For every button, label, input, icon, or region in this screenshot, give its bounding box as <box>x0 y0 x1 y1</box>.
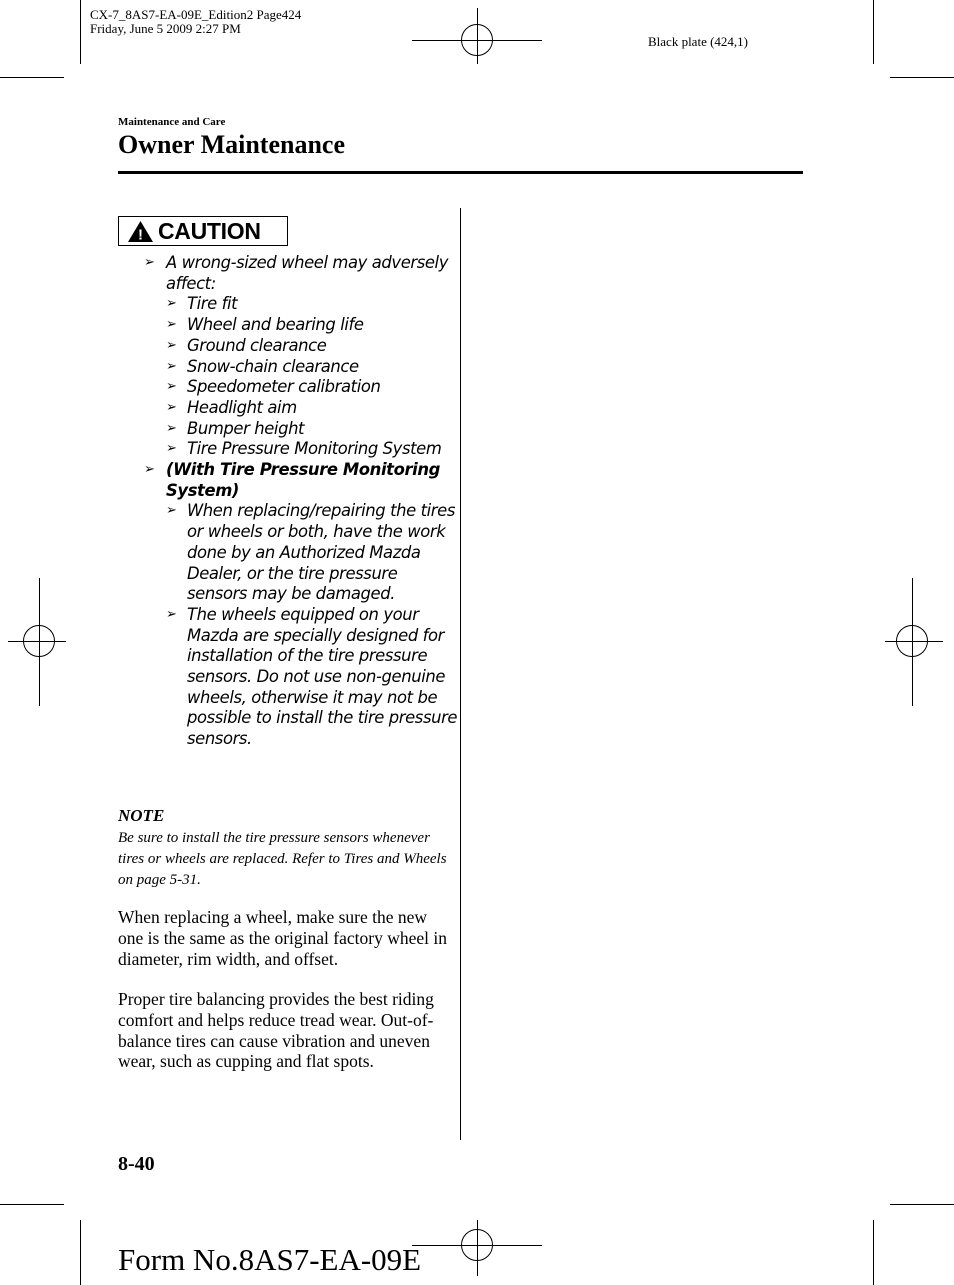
body-paragraph: Proper tire balancing provides the best riding comfort and helps reduce tread wear. Out-of-balance tires can cause vibration and uneven wear, such as cupping and flat spots. <box>118 989 434 1072</box>
arrow-bullet-icon: ➢ <box>166 358 177 374</box>
plate-label: Black plate (424,1) <box>648 34 748 49</box>
note-heading: NOTE <box>118 806 165 825</box>
caution-subitem-text: Speedometer calibration <box>187 377 381 397</box>
note-body: Be sure to install the tire pressure sensors whenever tires or wheels are replaced. Refer to Tires and Wheels on page 5-31. <box>118 830 447 888</box>
slug-line-1: CX-7_8AS7-EA-09E_Edition2 Page424 <box>90 7 302 22</box>
caution-item-text: A wrong-sized wheel may adversely affect: <box>166 253 448 293</box>
section-label: Maintenance and Care <box>118 116 226 128</box>
caution-subitem <box>118 377 458 398</box>
caution-subitem-text: When replacing/repairing the tires or wheels or both, have the work done by an Authorized Mazda Dealer, or the tire pressure sensors may be damaged. <box>187 501 455 604</box>
caution-item-text: (With Tire Pressure Monitoring System) <box>166 460 440 500</box>
caution-item <box>118 460 458 501</box>
caution-subitem-text: The wheels equipped on your Mazda are specially designed for installation of the tire pressure sensors. Do not use non-genuine wheels, otherwise it may not be possible to install the tire pressure sensors. <box>187 604 458 749</box>
caution-subitem <box>118 336 458 357</box>
caution-subitem <box>118 501 458 605</box>
body-paragraph: When replacing a wheel, make sure the new one is the same as the original factory wheel in diameter, rim width, and offset. <box>118 907 447 969</box>
caution-subitem-text: Tire fit <box>187 294 238 314</box>
caution-subitem <box>118 398 458 419</box>
arrow-bullet-icon: ➢ <box>166 606 177 622</box>
arrow-bullet-icon: ➢ <box>166 379 177 395</box>
caution-label-box <box>118 216 288 246</box>
caution-subitem-text: Wheel and bearing life <box>187 315 364 335</box>
caution-subitem-text: Headlight aim <box>187 397 297 417</box>
arrow-bullet-icon: ➢ <box>166 503 177 519</box>
caution-subitem <box>118 294 458 315</box>
arrow-bullet-icon: ➢ <box>166 441 177 457</box>
warning-triangle-icon <box>127 220 154 243</box>
caution-subitem-text: Bumper height <box>187 418 305 438</box>
caution-label: CAUTION <box>158 217 261 244</box>
slug-line-2: Friday, June 5 2009 2:27 PM <box>90 21 241 36</box>
caution-subitem-text: Tire Pressure Monitoring System <box>187 439 442 459</box>
arrow-bullet-icon: ➢ <box>166 337 177 353</box>
arrow-bullet-icon: ➢ <box>166 420 177 436</box>
caution-subitem-text: Ground clearance <box>187 335 327 355</box>
caution-subitem <box>118 315 458 336</box>
caution-subitem <box>118 419 458 440</box>
page-title: Owner Maintenance <box>118 130 345 159</box>
form-number: Form No.8AS7-EA-09E <box>118 1242 422 1277</box>
arrow-bullet-icon: ➢ <box>166 399 177 415</box>
arrow-bullet-icon: ➢ <box>144 255 155 270</box>
page-number: 8-40 <box>118 1153 155 1175</box>
title-rule <box>118 171 803 174</box>
caution-subitem <box>118 357 458 378</box>
caution-subitem-text: Snow-chain clearance <box>187 356 359 376</box>
caution-subitem <box>118 605 458 750</box>
arrow-bullet-icon: ➢ <box>166 296 177 312</box>
arrow-bullet-icon: ➢ <box>144 462 155 478</box>
caution-list <box>118 253 458 750</box>
arrow-bullet-icon: ➢ <box>166 317 177 333</box>
column-divider <box>460 208 461 1140</box>
print-slug <box>90 8 301 36</box>
caution-item <box>118 253 458 294</box>
warning-glyph: ! <box>138 226 143 243</box>
caution-subitem <box>118 439 458 460</box>
